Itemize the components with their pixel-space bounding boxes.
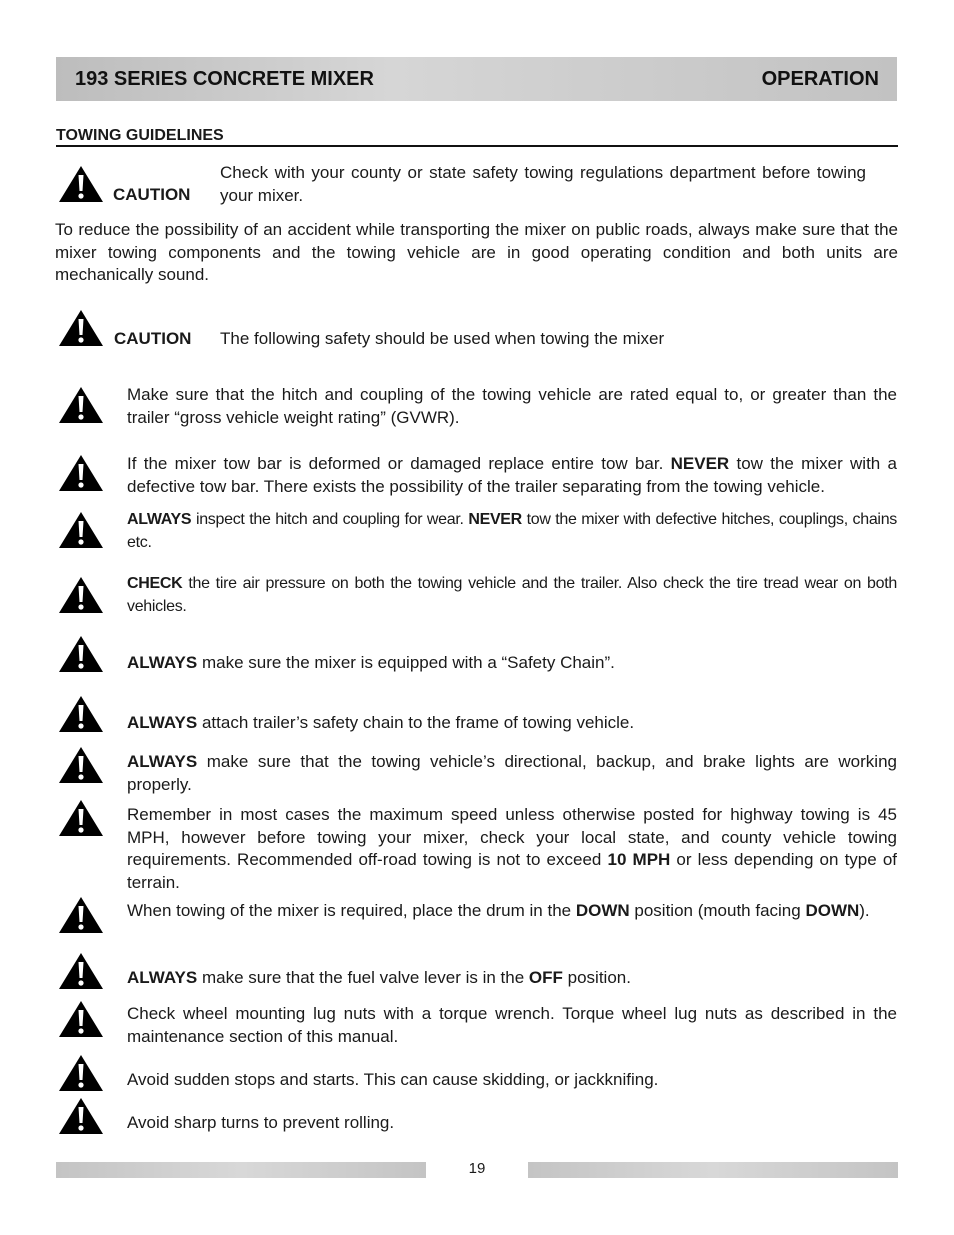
caution-label: CAUTION [113,185,191,204]
warning-triangle-icon [57,999,105,1039]
warning-triangle-icon [57,1096,105,1136]
guideline-text: If the mixer tow bar is deformed or damaged replace entire tow bar. NEVER tow the mixer with a defective tow bar. There exists the possibility of the trailer separating from the towing vehicle. [127,454,897,496]
guideline-text: CHECK the tire air pressure on both the towing vehicle and the trailer. Also check the tire tread wear on both vehicles. [127,575,897,615]
caution-text: The following safety should be used when towing the mixer [220,329,665,348]
footer-bar-right [528,1162,898,1178]
warning-triangle-icon [57,308,105,348]
warning-triangle-icon [57,164,105,204]
warning-triangle-icon [57,575,105,615]
guideline-text: ALWAYS attach trailer’s safety chain to the frame of towing vehicle. [127,713,635,732]
header-title: 193 SERIES CONCRETE MIXER [75,67,374,90]
guideline-text: Remember in most cases the maximum speed unless otherwise posted for highway towing is 45 MPH, however before towing your mixer, check your local state, and county vehicle towing requirements. Recommended off-road towing is not to exceed 10 MPH or less depending on type of terrain. [127,805,898,892]
guideline-text: Check wheel mounting lug nuts with a torque wrench. Torque wheel lug nuts as described in the maintenance section of this manual. [127,1004,897,1046]
guideline-text: ALWAYS make sure that the fuel valve lever is in the OFF position. [127,968,631,987]
intro-paragraph: To reduce the possibility of an accident while transporting the mixer on public roads, always make sure that the mixer towing components and the towing vehicle are in good operating condition and both units are mechanically sound. [55,220,898,284]
warning-triangle-icon [57,510,105,550]
guideline-text: ALWAYS make sure the mixer is equipped with a “Safety Chain”. [127,653,615,672]
guideline-text: Avoid sharp turns to prevent rolling. [127,1113,395,1132]
warning-triangle-icon [57,453,105,493]
guideline-text: ALWAYS make sure that the towing vehicle’s directional, backup, and brake lights are working properly. [127,752,897,794]
guideline-text: Avoid sudden stops and starts. This can cause skidding, or jackknifing. [127,1070,659,1089]
warning-triangle-icon [57,951,105,991]
page-header [56,57,897,101]
warning-triangle-icon [57,694,105,734]
warning-triangle-icon [57,745,105,785]
guideline-text: Make sure that the hitch and coupling of the towing vehicle are rated equal to, or greater than the trailer “gross vehicle weight rating” (GVWR). [127,385,897,427]
warning-triangle-icon [57,895,105,935]
warning-triangle-icon [57,798,105,838]
header-section: OPERATION [761,67,879,90]
caution-label: CAUTION [114,329,192,348]
footer-bar-left [56,1162,426,1178]
warning-triangle-icon [57,634,105,674]
caution-text: Check with your county or state safety towing regulations department before towing your mixer. [220,163,866,205]
guideline-text: ALWAYS inspect the hitch and coupling for wear. NEVER tow the mixer with defective hitches, couplings, chains etc. [127,511,897,551]
warning-triangle-icon [57,385,105,425]
guideline-text: When towing of the mixer is required, place the drum in the DOWN position (mouth facing DOWN). [127,901,870,920]
warning-triangle-icon [57,1053,105,1093]
page-number: 19 [468,1160,486,1177]
section-title: TOWING GUIDELINES [56,127,898,147]
